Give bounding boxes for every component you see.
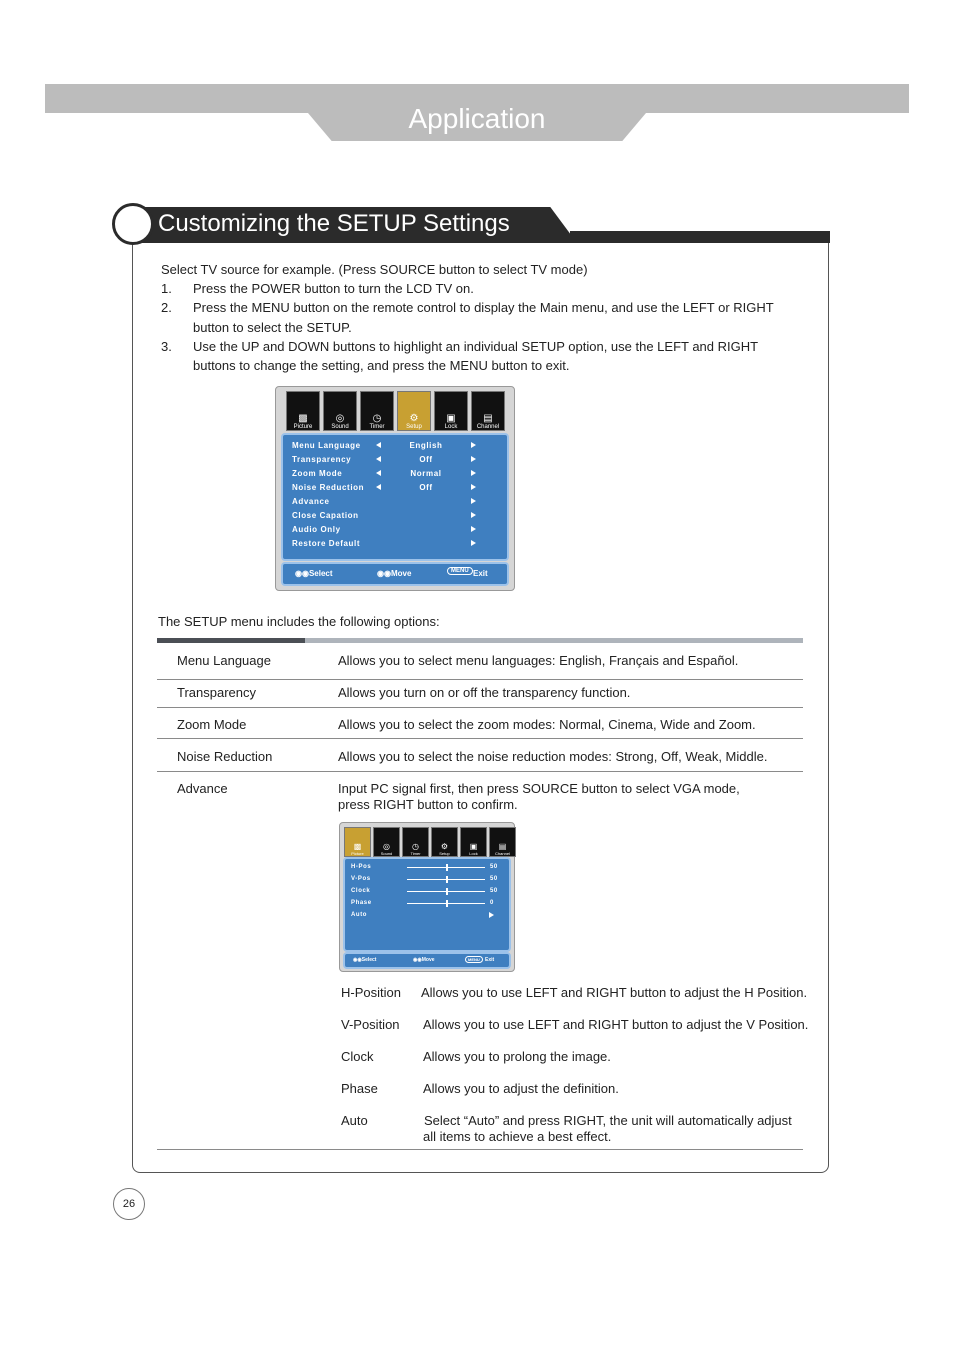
select-label: Select [361, 957, 377, 963]
row-label: Audio Only [292, 524, 341, 534]
advance-item-desc: Allows you to use LEFT and RIGHT button to adjust the V Position. [423, 1017, 809, 1032]
intro-lead: Select TV source for example. (Press SOURCE button to select TV mode) [161, 262, 588, 277]
slider-knob [446, 888, 448, 895]
tab-label: Picture [293, 424, 313, 430]
tab-label: Channel [476, 424, 500, 430]
move-label: Move [421, 957, 435, 963]
menu-key-badge: MENU [465, 956, 483, 963]
step-number: 3. [161, 339, 172, 354]
row-value: English [409, 440, 443, 450]
row-label: Transparency [292, 454, 352, 464]
arrow-right-icon [471, 484, 476, 490]
row-label: Zoom Mode [292, 468, 343, 478]
option-name: Noise Reduction [177, 749, 273, 764]
divider [157, 707, 803, 708]
tab-setup [431, 827, 458, 857]
tab-picture [286, 391, 320, 431]
tv-options-panel [281, 433, 509, 561]
menu-row [292, 466, 476, 480]
tab-timer [360, 391, 394, 431]
tab-channel [489, 827, 516, 857]
select-label: Select [308, 569, 333, 578]
step-text: Use the UP and DOWN buttons to highlight an individual SETUP option, use the LEFT and RIGHT [193, 339, 759, 354]
slider-knob [446, 876, 448, 883]
arrow-right-icon [471, 498, 476, 504]
step-text: button to select the SETUP. [193, 320, 352, 335]
row-label: Menu Language [292, 440, 361, 450]
level-slider [407, 879, 485, 880]
level-slider [407, 903, 485, 904]
section-header-line [570, 231, 830, 243]
lock-icon: ▣ [469, 842, 478, 851]
tv-menu-footer [281, 562, 509, 586]
table-header-dark [157, 638, 305, 643]
level-slider [407, 867, 485, 868]
gear-icon: ⚙ [440, 842, 449, 851]
row-label: Close Capation [292, 510, 359, 520]
step-number: 1. [161, 281, 172, 296]
option-name: Advance [177, 781, 228, 796]
menu-row [351, 885, 498, 897]
tv-setup-menu [275, 386, 515, 591]
select-hint: ◉◉Select [353, 957, 377, 963]
option-desc: Allows you to select the noise reduction modes: Strong, Off, Weak, Middle. [338, 749, 768, 764]
lock-icon: ▣ [446, 413, 456, 424]
menu-row [292, 452, 476, 466]
tab-channel [471, 391, 505, 431]
row-value: Off [419, 482, 433, 492]
exit-label: Exit [473, 569, 488, 578]
menu-row [292, 494, 476, 508]
divider [157, 771, 803, 772]
row-label: Noise Reduction [292, 482, 365, 492]
step-text: buttons to change the setting, and press the MENU button to exit. [193, 358, 570, 373]
section-title: Customizing the SETUP Settings [158, 210, 510, 237]
menu-row [292, 438, 476, 452]
arrow-right-icon [471, 540, 476, 546]
tab-picture [344, 827, 371, 857]
step-text: Press the MENU button on the remote control to display the Main menu, and use the LEFT or RIGHT [193, 300, 774, 315]
monitor-icon: ▤ [483, 413, 493, 424]
advance-item-desc: Allows you to adjust the definition. [423, 1081, 619, 1096]
advance-item-name: V-Position [341, 1017, 400, 1032]
options-intro: The SETUP menu includes the following options: [158, 614, 440, 629]
slider-knob [446, 900, 448, 907]
arrow-right-icon [471, 442, 476, 448]
tab-label: Setup [439, 851, 450, 856]
tab-label: Lock [444, 424, 458, 430]
option-desc: Allows you turn on or off the transparency function. [338, 685, 631, 700]
monitor-icon: ▤ [498, 842, 507, 851]
advance-item-desc: all items to achieve a best effect. [423, 1129, 612, 1144]
tab-lock [460, 827, 487, 857]
select-hint: ◉◉Select [295, 569, 333, 578]
arrow-right-icon [471, 526, 476, 532]
tab-label: Sound [380, 851, 393, 856]
option-name: Zoom Mode [177, 717, 247, 732]
sound-icon: ◎ [383, 842, 390, 851]
option-desc: Allows you to select menu languages: English, Français and Español. [338, 653, 739, 668]
arrow-right-icon [471, 456, 476, 462]
tab-sound [323, 391, 357, 431]
row-label: Auto [351, 912, 368, 918]
menu-row [351, 909, 498, 921]
tv-vga-menu [339, 822, 515, 972]
menu-row [351, 897, 498, 909]
table-header-light [305, 638, 803, 643]
step-number: 2. [161, 300, 172, 315]
move-label: Move [390, 569, 412, 578]
tab-label: Setup [406, 424, 422, 430]
slider-knob [446, 864, 448, 871]
camera-icon: ▩ [298, 413, 308, 424]
row-value: 50 [490, 864, 498, 870]
advance-item-desc: Allows you to use LEFT and RIGHT button to adjust the H Position. [421, 985, 808, 1000]
page-number: 26 [113, 1188, 145, 1220]
advance-item-name: Auto [341, 1113, 368, 1128]
menu-row [292, 480, 476, 494]
menu-row [351, 873, 498, 885]
section-circle-icon [112, 203, 154, 245]
divider [157, 738, 803, 739]
divider [157, 679, 803, 680]
tab-label: Sound [331, 424, 349, 430]
tab-label: Picture [351, 851, 364, 856]
menu-row [292, 536, 476, 550]
clock-icon: ◷ [372, 413, 382, 424]
divider [157, 1149, 803, 1150]
row-label: H-Pos [351, 864, 372, 870]
row-label: Restore Default [292, 538, 361, 548]
menu-row [351, 861, 498, 873]
advance-item-name: Phase [341, 1081, 378, 1096]
row-label: V-Pos [351, 876, 371, 882]
tab-label: Timer [369, 424, 385, 430]
advance-item-name: H-Position [341, 985, 401, 1000]
vga-options-panel [343, 857, 511, 952]
arrow-right-icon [471, 512, 476, 518]
advance-item-name: Clock [341, 1049, 374, 1064]
clock-icon: ◷ [412, 842, 419, 851]
option-desc: Allows you to select the zoom modes: Normal, Cinema, Wide and Zoom. [338, 717, 756, 732]
row-value: 0 [490, 900, 494, 906]
sound-icon: ◎ [335, 413, 345, 424]
vga-menu-footer [343, 952, 511, 969]
advance-item-desc: Select “Auto” and press RIGHT, the unit will automatically adjust [424, 1113, 792, 1128]
camera-icon: ▩ [353, 842, 362, 851]
exit-label: Exit [485, 957, 495, 963]
menu-row [292, 522, 476, 536]
row-label: Advance [292, 496, 330, 506]
page-title: Application [408, 103, 546, 134]
move-hint: ◉◉Move [413, 957, 435, 963]
tab-label: Lock [469, 851, 478, 856]
tab-label: Timer [410, 851, 421, 856]
row-value: Off [419, 454, 433, 464]
row-value: 50 [490, 888, 498, 894]
row-label: Clock [351, 888, 371, 894]
step-text: Press the POWER button to turn the LCD TV on. [193, 281, 474, 296]
row-value: 50 [490, 876, 498, 882]
arrow-right-icon [489, 912, 494, 918]
tab-timer [402, 827, 429, 857]
option-desc: press RIGHT button to confirm. [338, 797, 518, 812]
row-label: Phase [351, 900, 372, 906]
tab-label: Channel [495, 851, 510, 856]
level-slider [407, 891, 485, 892]
advance-item-desc: Allows you to prolong the image. [423, 1049, 611, 1064]
option-name: Transparency [177, 685, 256, 700]
gear-icon: ⚙ [409, 413, 419, 424]
tab-lock [434, 391, 468, 431]
menu-row [292, 508, 476, 522]
move-hint: ◉◉Move [377, 569, 412, 578]
row-value: Normal [410, 468, 442, 478]
option-name: Menu Language [177, 653, 271, 668]
arrow-right-icon [471, 470, 476, 476]
tab-sound [373, 827, 400, 857]
menu-key-badge: MENU [447, 567, 473, 575]
option-desc: Input PC signal first, then press SOURCE button to select VGA mode, [338, 781, 740, 796]
tab-setup [397, 391, 431, 431]
